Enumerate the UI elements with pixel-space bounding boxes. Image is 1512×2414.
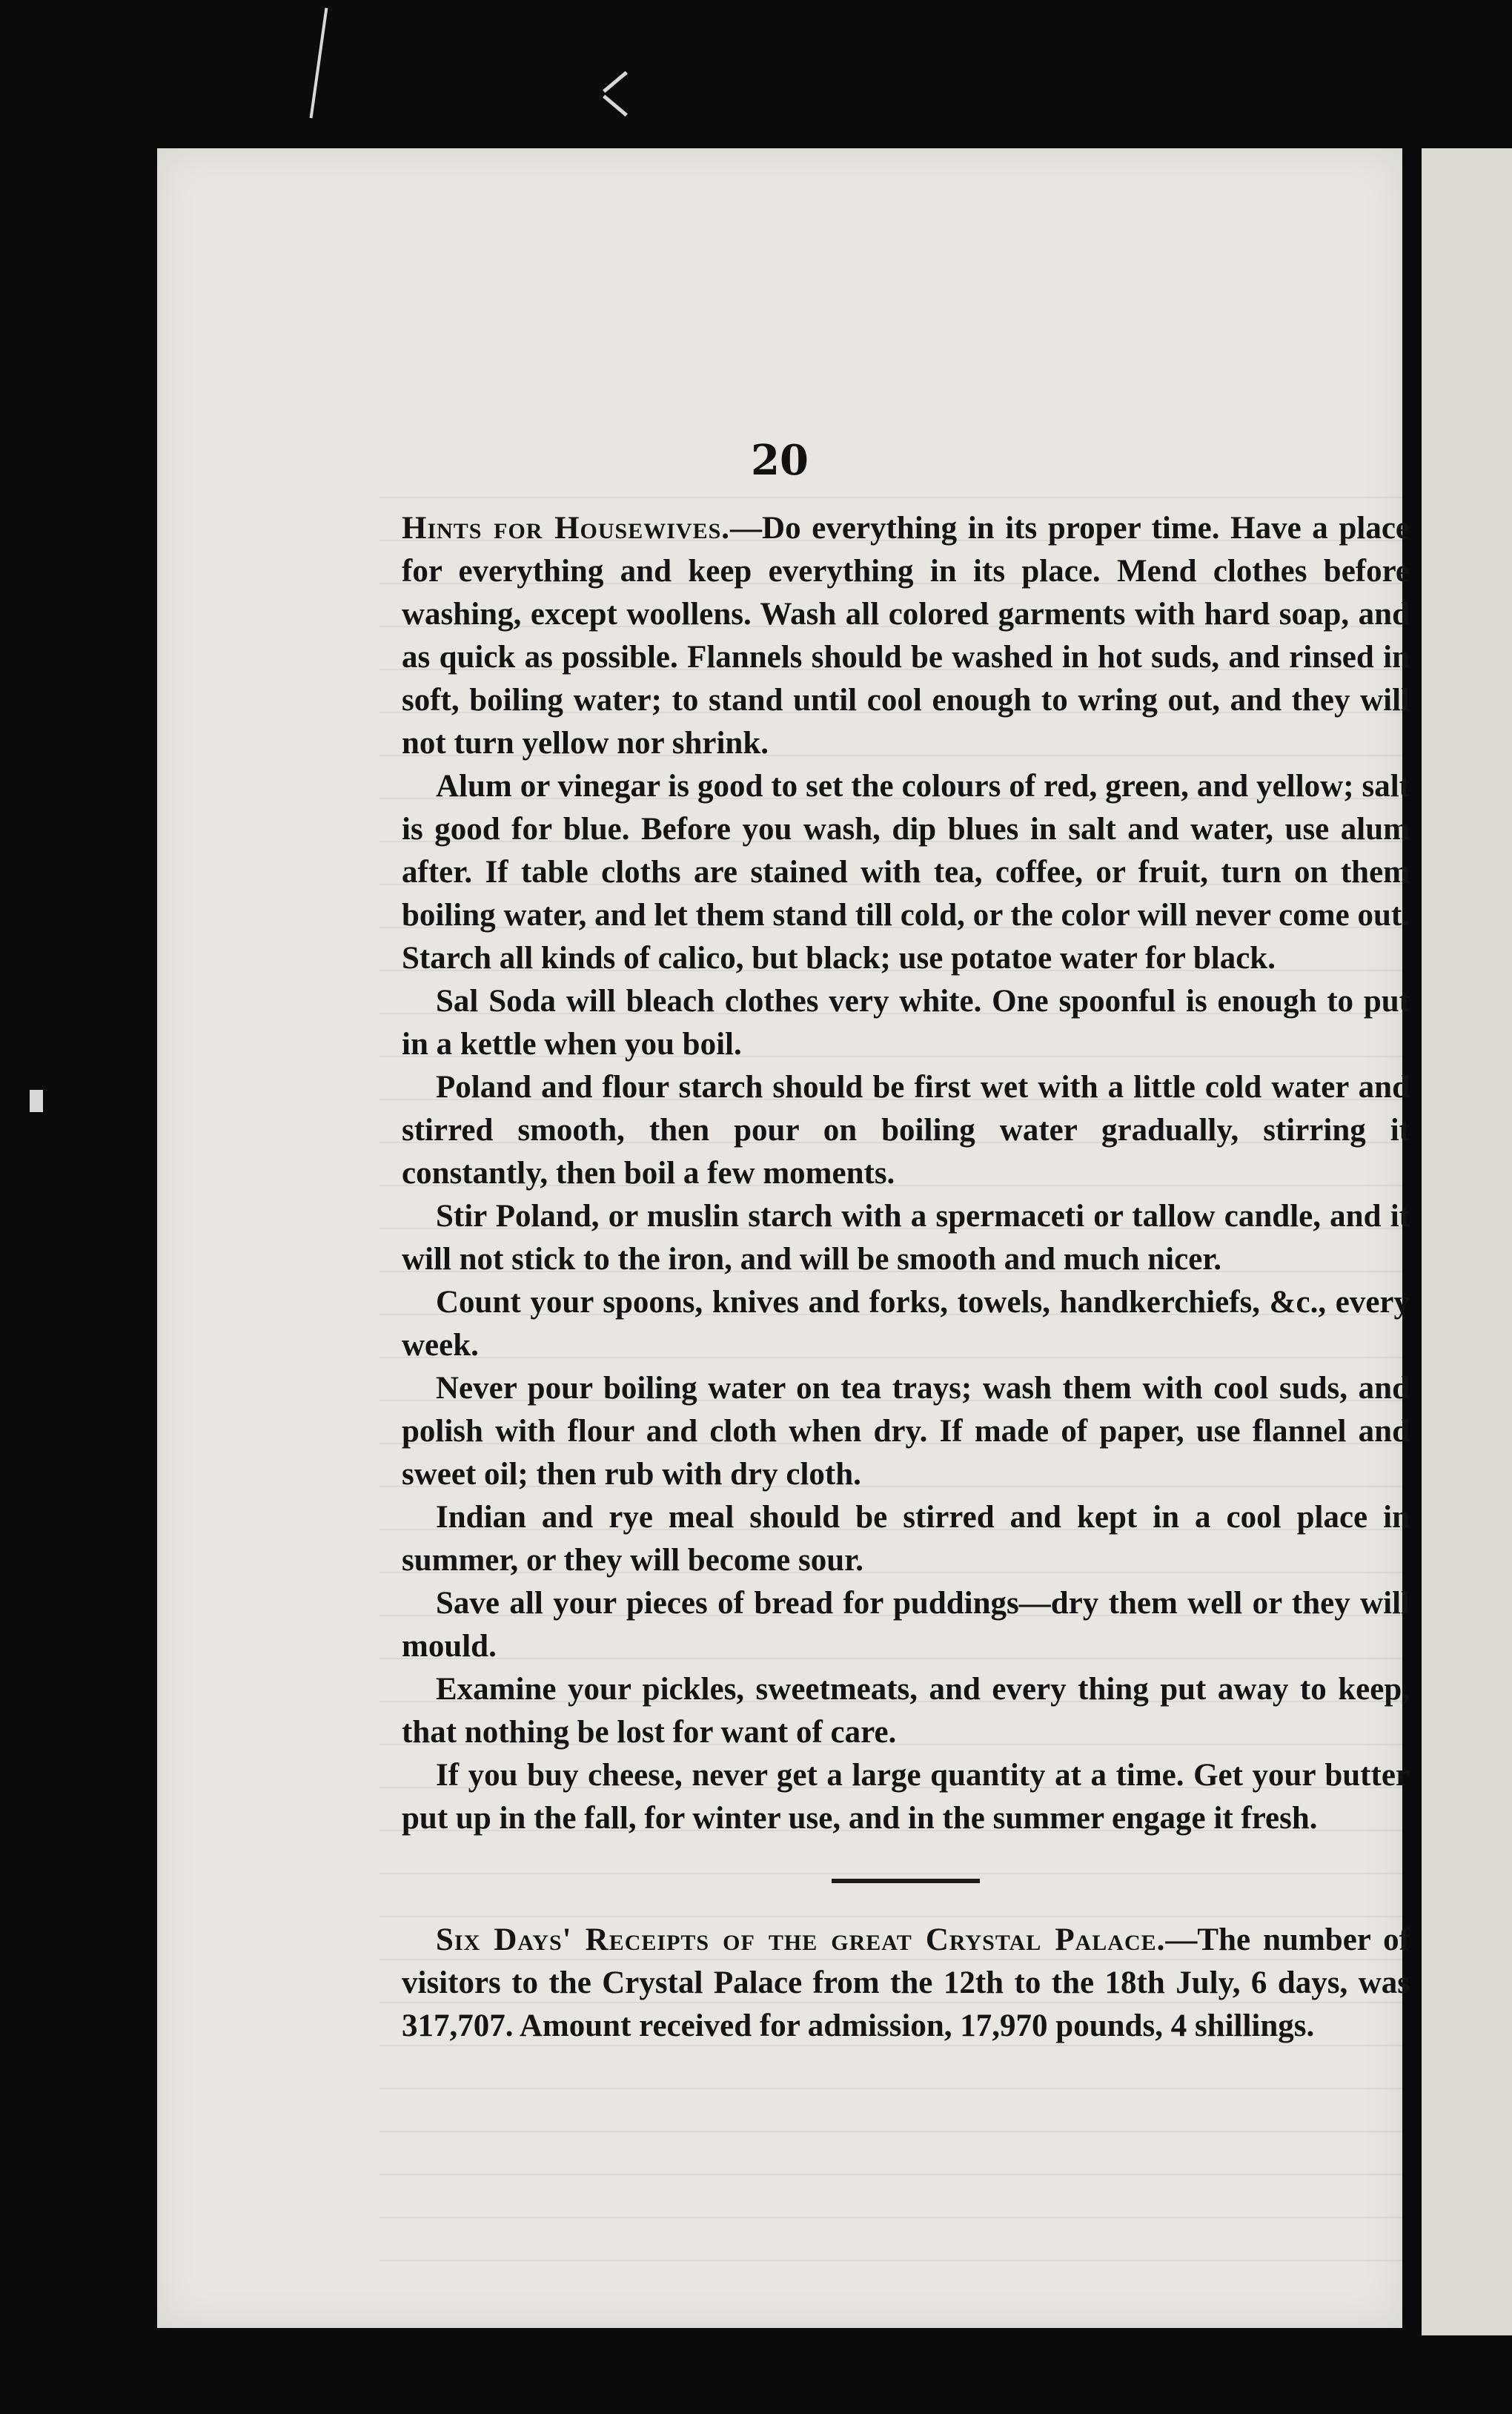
adjacent-page-edge [1422, 148, 1512, 2335]
section-heading: Six Days' Receipts of the great Crystal Palace. [436, 1922, 1166, 1957]
paragraph: Examine your pickles, sweetmeats, and every thing put away to keep, that nothing be lost for want of care. [402, 1672, 1410, 1750]
section-divider [832, 1879, 980, 1883]
paragraph: Save all your pieces of bread for puddings—dry them well or they will mould. [402, 1586, 1410, 1664]
scan-artifact [310, 7, 328, 118]
paragraph: Alum or vinegar is good to set the colours of red, green, and yellow; salt is good for blue. Before you wash, dip blues in salt and water, use alum after. If table cloths are stained with tea, coffee, or fruit, turn on them boiling water, and let them stand till cold, or the color will never come out. Starch all kinds of calico, but black; use potatoe water for black. [402, 769, 1410, 976]
page-number: 20 [751, 436, 809, 485]
scan-artifact [603, 71, 628, 93]
paragraph-hints [402, 507, 1410, 765]
paragraph: Count your spoons, knives and forks, towels, handkerchiefs, &c., every week. [402, 1285, 1410, 1363]
paragraph: Indian and rye meal should be stirred and kept in a cool place in summer, or they will become sour. [402, 1500, 1410, 1578]
scan-artifact [603, 95, 628, 117]
paragraph-text: —The number of visitors to the Crystal Palace from the 12th to the 18th July, 6 days, was 317,707. Amount received for admission, 17,970 pounds, 4 shillings. [402, 1922, 1410, 2043]
paragraph: Stir Poland, or muslin starch with a spermaceti or tallow candle, and it will not stick to the iron, and will be smooth and much nicer. [402, 1199, 1410, 1277]
scan-artifact [30, 1090, 43, 1112]
paragraph: Sal Soda will bleach clothes very white. One spoonful is enough to put in a kettle when you boil. [402, 984, 1410, 1062]
section-heading: Hints for Housewives. [402, 511, 731, 546]
book-page [157, 148, 1410, 2328]
paragraph: Poland and flour starch should be first wet with a little cold water and stirred smooth, then pour on boiling water gradually, stirring it constantly, then boil a few moments. [402, 1070, 1410, 1191]
paragraph: If you buy cheese, never get a large quantity at a time. Get your butter put up in the fall, for winter use, and in the summer engage it fresh. [402, 1758, 1410, 1836]
paragraph-text: —Do everything in its proper time. Have a place for everything and keep everything in its place. Mend clothes before washing, except woollens. Wash all colored garments with hard soap, and as quick as possible. Flannels should be washed in hot suds, and rinsed in soft, boiling water; to stand until cool enough to wring out, and they will not turn yellow nor shrink. [402, 511, 1410, 761]
paragraph-crystal-palace [402, 1919, 1410, 2048]
page-body [402, 507, 1410, 2048]
paragraph: Never pour boiling water on tea trays; wash them with cool suds, and polish with flour and cloth when dry. If made of paper, use flannel and sweet oil; then rub with dry cloth. [402, 1371, 1410, 1492]
